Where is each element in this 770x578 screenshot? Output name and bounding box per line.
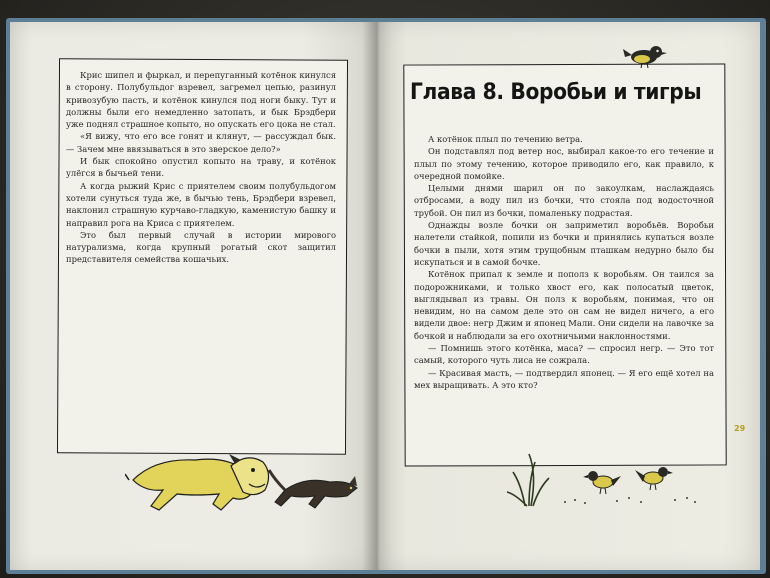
sparrows-and-grass-illustration: [505, 448, 705, 510]
paragraph: Крис шипел и фыркал, и перепуганный котёнок кинулся в сторону. Полубульдог взревел, загремел цепью, разинул кривозубую пасть, и котёнок кинулся под ноги быку. Тут и должны были его немедленно затопать, и бык Брэдбери уже поднял страшное копыто, но опускать его цока не стал.: [66, 70, 336, 130]
paragraph: Он подставлял под ветер нос, выбирал какое-то его течение и плыл по этому течению, которое приводило его, как правило, к очередной помойке.: [414, 146, 714, 181]
paragraph: «Я вижу, что его все гонят и клянут, — рассуждал бык. — Зачем мне ввязываться в это зверское дело?»: [66, 131, 336, 154]
paragraph: Котёнок припал к земле и пополз к воробьям. Он таился за подорожниками, и только хвост его, как полосатый цветок, выглядывал из травы. Он полз к воробьям, понимая, что он невидим, но на самом деле это он сам не видел ничего, а его видели двое: негр Джим и японец Мали. Они сидели на лавочке за бочкой и наблюдали за его охотничьими наклонностями.: [414, 269, 714, 341]
page-number: 29: [734, 424, 746, 433]
bulldog-and-cat-illustration: [125, 440, 370, 518]
paragraph: А котёнок плыл по течению ветра.: [428, 134, 583, 144]
perched-bird-illustration: [622, 40, 670, 70]
paragraph: — Помнишь этого котёнка, маса? — спросил негр. — Это тот самый, которого чуть лиса не сожрала.: [414, 343, 714, 366]
paragraph: Целыми днями шарил он по закоулкам, наслаждаясь отбросами, а воду пил из бочки, что стояла под водосточной трубой. Он пил из бочки, помаленьку подрастая.: [414, 183, 714, 218]
paragraph: Однажды возле бочки он заприметил воробьёв. Воробьи налетели стайкой, попили из бочки и принялись купаться возле бочки в пыли, хотя этим трущобным пташкам недурно было бы искупаться и в самой бочке.: [414, 220, 714, 267]
paragraph: — Красивая масть, — подтвердил японец. — Я его ещё хотел на мех выращивать. А это кто?: [414, 367, 714, 390]
paragraph: И бык спокойно опустил копыто на траву, и котёнок улёгся в бычьей тени.: [66, 156, 336, 179]
open-book: [10, 22, 760, 570]
paragraph: Это был первый случай в истории мирового натурализма, когда крупный рогатый скот защитил представителя семейства кошачьих.: [66, 229, 336, 265]
sparrow: [583, 471, 621, 494]
left-page-text: [66, 69, 336, 266]
chapter-title: Глава 8. Воробьи и тигры: [410, 80, 702, 105]
right-page-text: [414, 133, 714, 391]
paragraph: А когда рыжий Крис с приятелем своим полубульдогом хотели сунуться туда же, в бычью тень, Брэдбери взревел, наклонил страшную курчаво-гладкую, каменистую башку и направил рога на Криса с приятелем.: [66, 180, 336, 228]
